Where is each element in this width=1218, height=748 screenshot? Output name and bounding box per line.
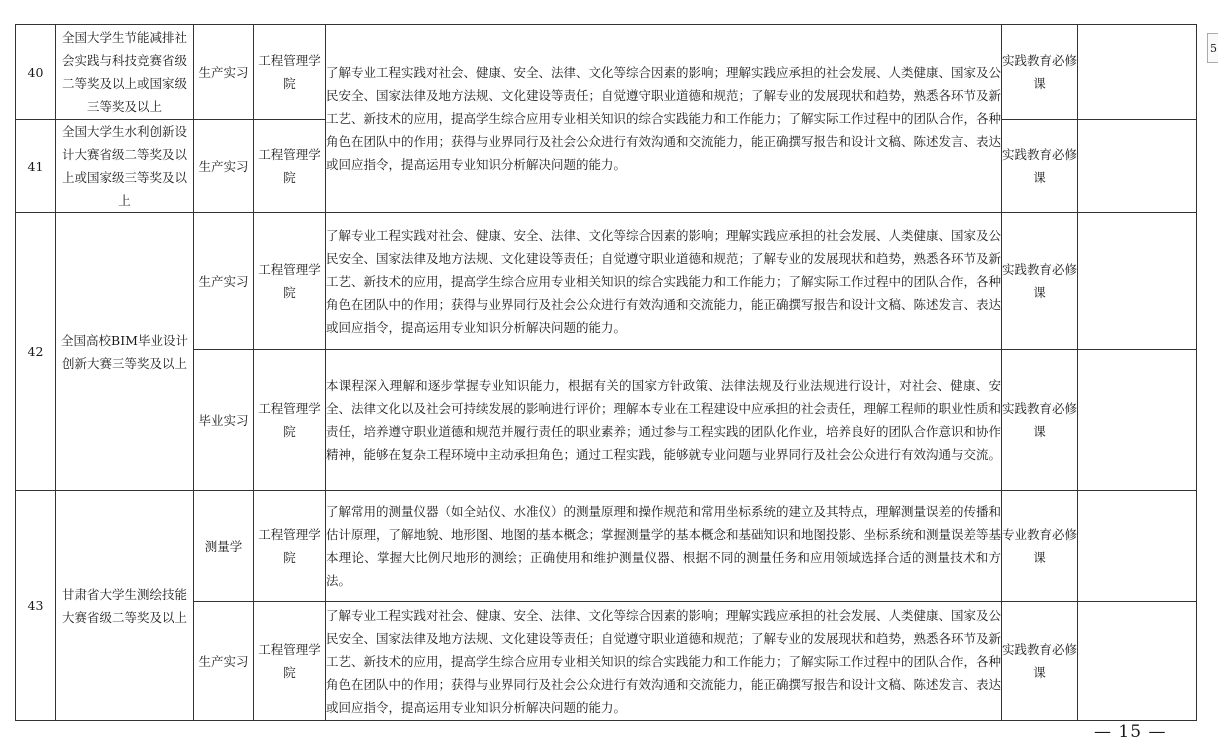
remarks-cell xyxy=(1078,491,1197,602)
course-type: 实践教育必修课 xyxy=(1002,350,1078,491)
table-row xyxy=(16,213,1197,350)
course-type: 实践教育必修课 xyxy=(1002,25,1078,120)
college-name: 工程管理学院 xyxy=(254,491,326,602)
table-row xyxy=(16,491,1197,602)
course-type: 专业教育必修课 xyxy=(1002,491,1078,602)
table-row xyxy=(16,25,1197,120)
row-number: 42 xyxy=(16,213,56,491)
college-name: 工程管理学院 xyxy=(254,25,326,120)
competition-name: 全国大学生水利创新设计大赛省级二等奖及以上或国家级三等奖及以上 xyxy=(56,120,194,213)
course-name: 生产实习 xyxy=(194,602,254,721)
remarks-cell xyxy=(1078,25,1197,120)
side-tab[interactable]: 5 xyxy=(1207,33,1218,63)
page-number: — 15 — xyxy=(1094,722,1167,742)
course-name: 生产实习 xyxy=(194,213,254,350)
remarks-cell xyxy=(1078,602,1197,721)
course-description: 了解专业工程实践对社会、健康、安全、法律、文化等综合因素的影响；理解实践应承担的社会发展、人类健康、国家及公民安全、国家法律及地方法规、文化建设等责任；自觉遵守职业道德和规范；了解专业的发展现状和趋势，熟悉各环节及新工艺、新技术的应用，提高学生综合应用专业相关知识的综合实践能力和工作能力；了解实际工作过程中的团队合作，各种角色在团队中的作用；获得与业界同行及社会公众进行有效沟通和交流能力，能正确撰写报告和设计文稿、陈述发言、表达或回应指令，提高运用专业知识分析解决问题的能力。 xyxy=(326,213,1002,350)
course-description: 了解常用的测量仪器（如全站仪、水准仪）的测量原理和操作规范和常用坐标系统的建立及其特点，理解测量误差的传播和估计原理，了解地貌、地形图、地图的基本概念；掌握测量学的基本概念和基础知识和地图投影、坐标系统和测量误差等基本理论、掌握大比例尺地形的测绘；正确使用和维护测量仪器、根据不同的测量任务和应用领域选择合适的测量技术和方法。 xyxy=(326,491,1002,602)
course-type: 实践教育必修课 xyxy=(1002,602,1078,721)
competition-name: 甘肃省大学生测绘技能大赛省级二等奖及以上 xyxy=(56,491,194,721)
table-row xyxy=(16,350,1197,491)
remarks-cell xyxy=(1078,350,1197,491)
competition-name: 全国高校BIM毕业设计创新大赛三等奖及以上 xyxy=(56,213,194,491)
college-name: 工程管理学院 xyxy=(254,213,326,350)
remarks-cell xyxy=(1078,213,1197,350)
course-name: 毕业实习 xyxy=(194,350,254,491)
row-number: 43 xyxy=(16,491,56,721)
competition-credit-table xyxy=(15,24,1197,721)
course-name: 生产实习 xyxy=(194,25,254,120)
competition-name: 全国大学生节能减排社会实践与科技竞赛省级二等奖及以上或国家级三等奖及以上 xyxy=(56,25,194,120)
course-description: 了解专业工程实践对社会、健康、安全、法律、文化等综合因素的影响；理解实践应承担的社会发展、人类健康、国家及公民安全、国家法律及地方法规、文化建设等责任；自觉遵守职业道德和规范；了解专业的发展现状和趋势，熟悉各环节及新工艺、新技术的应用，提高学生综合应用专业相关知识的综合实践能力和工作能力；了解实际工作过程中的团队合作，各种角色在团队中的作用；获得与业界同行及社会公众进行有效沟通和交流能力，能正确撰写报告和设计文稿、陈述发言、表达或回应指令，提高运用专业知识分析解决问题的能力。 xyxy=(326,602,1002,721)
college-name: 工程管理学院 xyxy=(254,602,326,721)
course-type: 实践教育必修课 xyxy=(1002,213,1078,350)
course-type: 实践教育必修课 xyxy=(1002,120,1078,213)
course-name: 生产实习 xyxy=(194,120,254,213)
course-description: 本课程深入理解和逐步掌握专业知识能力，根据有关的国家方针政策、法律法规及行业法规进行设计，对社会、健康、安全、法律文化以及社会可持续发展的影响进行评价；理解本专业在工程建设中应承担的社会责任，理解工程师的职业性质和责任，培养遵守职业道德和规范并履行责任的职业素养；通过参与工程实践的团队化作业，培养良好的团队合作意识和协作精神，能够在复杂工程环境中主动承担角色；通过工程实践，能够就专业问题与业界同行及社会公众进行有效沟通与交流。 xyxy=(326,350,1002,491)
course-description: 了解专业工程实践对社会、健康、安全、法律、文化等综合因素的影响；理解实践应承担的社会发展、人类健康、国家及公民安全、国家法律及地方法规、文化建设等责任；自觉遵守职业道德和规范；了解专业的发展现状和趋势，熟悉各环节及新工艺、新技术的应用，提高学生综合应用专业相关知识的综合实践能力和工作能力；了解实际工作过程中的团队合作，各种角色在团队中的作用；获得与业界同行及社会公众进行有效沟通和交流能力，能正确撰写报告和设计文稿、陈述发言、表达或回应指令，提高运用专业知识分析解决问题的能力。 xyxy=(326,25,1002,213)
row-number: 41 xyxy=(16,120,56,213)
college-name: 工程管理学院 xyxy=(254,120,326,213)
college-name: 工程管理学院 xyxy=(254,350,326,491)
table-row xyxy=(16,602,1197,721)
row-number: 40 xyxy=(16,25,56,120)
remarks-cell xyxy=(1078,120,1197,213)
course-name: 测量学 xyxy=(194,491,254,602)
